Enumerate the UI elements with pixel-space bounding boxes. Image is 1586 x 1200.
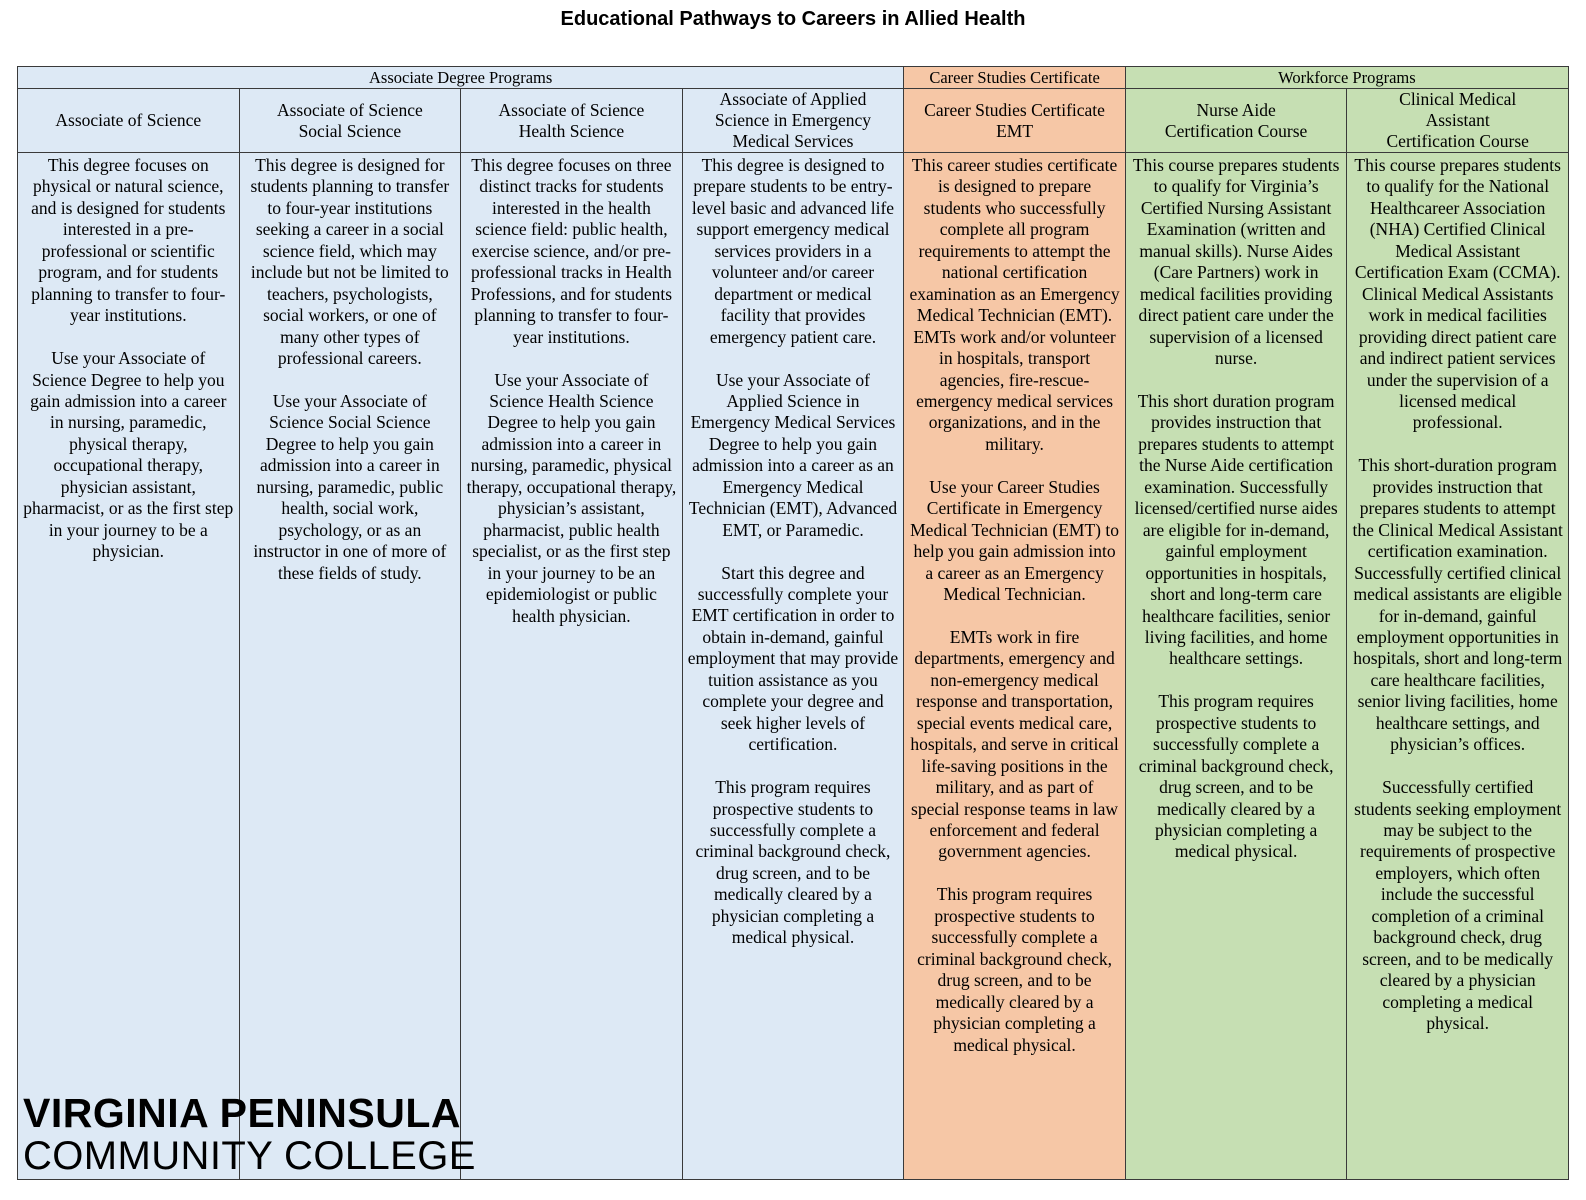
- college-logo: [23, 1090, 476, 1178]
- pathways-table: [17, 66, 1569, 1180]
- header-as-social-science: Associate of Science Social Science: [239, 89, 461, 153]
- description-paragraph: This degree is designed to prepare students to be entry-level basic and advanced life support emergency medical services providers in a volunteer and/or career department or medical facility that provides emergency patient care.: [691, 155, 895, 347]
- header-clinical-medical-assistant-course: Clinical Medical Assistant Certification Course: [1347, 89, 1569, 153]
- description-css-emt: [904, 153, 1126, 1180]
- description-paragraph: EMTs work in fire departments, emergency and non-emergency medical response and transportation, special events medical care, hospitals, and serve in critical life-saving positions in the military, and as part of special response teams in law enforcement and federal government agencies.: [910, 626, 1119, 862]
- group-workforce-programs: Workforce Programs: [1125, 67, 1568, 89]
- description-paragraph: Use your Associate of Science Social Science Degree to help you gain admission into a career in nursing, paramedic, public health, social work, psychology, or as an instructor in one of more of these fields of study.: [253, 390, 447, 583]
- header-as-health-science: Associate of Science Health Science: [461, 89, 683, 153]
- header-nurse-aide-course: Nurse Aide Certification Course: [1125, 89, 1347, 153]
- description-paragraph: This program requires prospective students to successfully complete a criminal background check, drug screen, and to be medically cleared by a physician completing a medical physical.: [917, 884, 1112, 1055]
- description-as-health-science: [461, 153, 683, 1180]
- description-aas-emergency-medical-services: [682, 153, 904, 1180]
- description-paragraph: This course prepares students to qualify for the National Healthcareer Association (NHA) Certified Clinical Medical Assistant Certification Exam (CCMA). Clinical Medical Assistants work in medical facilities providing direct patient care and indirect patient services under the supervision of a licensed medical professional.: [1354, 155, 1561, 433]
- header-css-emt: Career Studies Certificate EMT: [904, 89, 1126, 153]
- description-paragraph: Use your Career Studies Certificate in Emergency Medical Technician (EMT) to help you gain admission into a career as an Emergency Medical Technician.: [910, 476, 1119, 605]
- header-associate-of-science: Associate of Science: [18, 89, 240, 153]
- description-paragraph: This program requires prospective students to successfully complete a criminal background check, drug screen, and to be medically cleared by a physician completing a medical physical.: [695, 777, 891, 948]
- description-as-social-science: [239, 153, 461, 1180]
- description-paragraph: This degree focuses on physical or natural science, and is designed for students interested in a pre-professional or scientific program, and for students planning to transfer to four-year institutions.: [31, 155, 226, 326]
- description-paragraph: This short-duration program provides instruction that prepares students to attempt the Clinical Medical Assistant certification examination. Successfully certified clinical medical assistants are eligible for in-demand, gainful employment opportunities in hospitals, short and long-term care healthcare facilities, senior living facilities, home healthcare settings, and physician’s offices.: [1352, 455, 1563, 755]
- program-header-row: [18, 89, 1569, 153]
- logo-line-1: VIRGINIA PENINSULA: [23, 1090, 462, 1136]
- description-paragraph: This program requires prospective students to successfully complete a criminal background check, drug screen, and to be medically cleared by a physician completing a medical physical.: [1138, 691, 1334, 862]
- program-description-row: [18, 153, 1569, 1180]
- logo-line-2: COMMUNITY COLLEGE: [23, 1134, 476, 1178]
- description-paragraph: Use your Associate of Applied Science in Emergency Medical Services Degree to help you gain admission into a career as an Emergency Medical Technician (EMT), Advanced EMT, or Paramedic.: [688, 369, 898, 540]
- description-paragraph: This degree focuses on three distinct tracks for students interested in the health science field: public health, exercise science, and/or pre-professional tracks in Health Professions, and for students planning to transfer to four-year institutions.: [470, 155, 673, 347]
- description-paragraph: Start this degree and successfully complete your EMT certification in order to obtain in-demand, gainful employment that may provide tuition assistance as you complete your degree and seek higher levels of certification.: [687, 562, 899, 755]
- group-career-studies-certificate: Career Studies Certificate: [904, 67, 1126, 89]
- group-associate-degree-programs: Associate Degree Programs: [18, 67, 904, 89]
- group-header-row: [18, 67, 1569, 89]
- description-paragraph: This degree is designed for students planning to transfer to four-year institutions seeking a career in a social science field, which may include but not be limited to teachers, psychologists, social workers, or one of many other types of professional careers.: [250, 155, 450, 369]
- description-paragraph: This course prepares students to qualify for Virginia’s Certified Nursing Assistant Examination (written and manual skills). Nurse Aides (Care Partners) work in medical facilities providing direct patient care under the supervision of a licensed nurse.: [1132, 155, 1340, 369]
- page-title: Educational Pathways to Careers in Allied Health: [560, 8, 1026, 30]
- description-clinical-medical-assistant-course: [1347, 153, 1569, 1180]
- description-paragraph: Use your Associate of Science Degree to help you gain admission into a career in nursing, paramedic, physical therapy, occupational therapy, physician assistant, pharmacist, or as the first step in your journey to be a physician.: [23, 348, 234, 562]
- description-paragraph: Use your Associate of Science Health Science Degree to help you gain admission into a career in nursing, paramedic, physical therapy, occupational therapy, physician’s assistant, pharmacist, public health specialist, or as the first step in your journey to be an epidemiologist or public health physician.: [466, 369, 677, 626]
- description-paragraph: This career studies certificate is designed to prepare students who successfully complete all program requirements to attempt the national certification examination as an Emergency Medical Technician (EMT). EMTs work and/or volunteer in hospitals, transport agencies, fire-rescue-emergency medical services organizations, and in the military.: [909, 155, 1120, 454]
- description-paragraph: This short duration program provides instruction that prepares students to attempt the Nurse Aide certification examination. Successfully licensed/certified nurse aides are eligible for in-demand, gainful employment opportunities in hospitals, short and long-term care healthcare facilities, senior living facilities, and home healthcare settings.: [1134, 390, 1338, 669]
- description-paragraph: Successfully certified students seeking employment may be subject to the requirements of prospective employers, which often include the successful completion of a criminal background check, drug screen, and to be medically cleared by a physician completing a medical physical.: [1354, 777, 1562, 1034]
- header-aas-emergency-medical-services: Associate of Applied Science in Emergency Medical Services: [682, 89, 904, 153]
- description-associate-of-science: [18, 153, 240, 1180]
- description-nurse-aide-course: [1125, 153, 1347, 1180]
